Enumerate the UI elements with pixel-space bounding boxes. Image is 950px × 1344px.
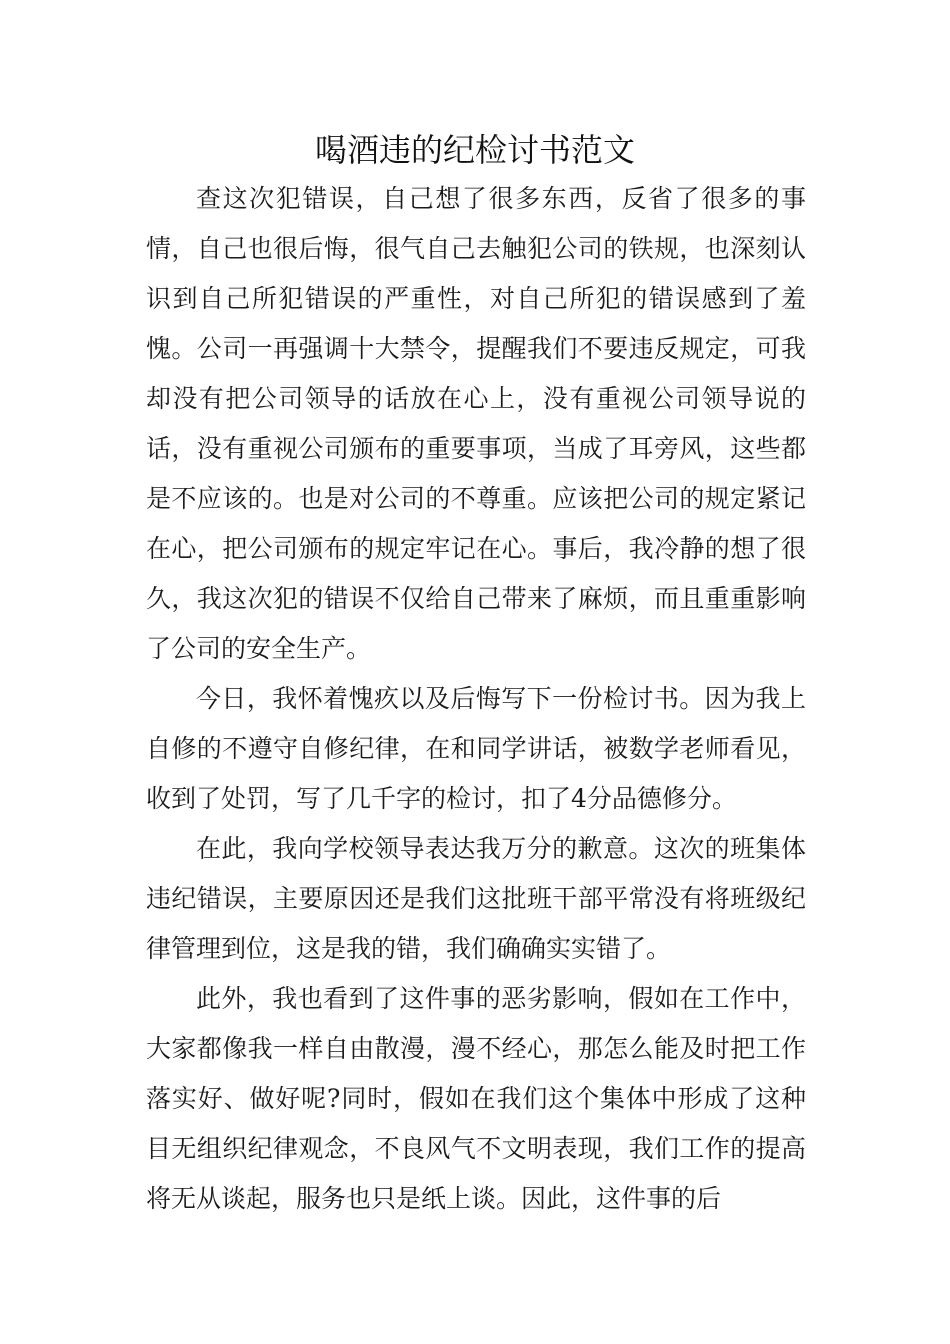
- paragraph-4: 此外，我也看到了这件事的恶劣影响，假如在工作中，大家都像我一样自由散漫，漫不经心，那怎么能及时把工作落实好、做好呢?同时，假如在我们这个集体中形成了这种目无组织纪律观念，不良风气不文明表现，我们工作的提高将无从谈起，服务也只是纸上谈。因此，这件事的后: [146, 984, 806, 1213]
- paragraph-3: 在此，我向学校领导表达我万分的歉意。这次的班集体违纪错误，主要原因还是我们这批班干部平常没有将班级纪律管理到位，这是我的错，我们确确实实错了。: [146, 834, 806, 963]
- document-title: 喝酒违的纪检讨书范文: [314, 131, 635, 169]
- document-body: [146, 174, 806, 1224]
- paragraph-2: 今日，我怀着愧疚以及后悔写下一份检讨书。因为我上自修的不遵守自修纪律，在和同学讲话，被数学老师看见，收到了处罚，写了几千字的检讨，扣了4分品德修分。: [146, 684, 806, 813]
- paragraph-1: 查这次犯错误，自己想了很多东西，反省了很多的事情，自己也很后悔，很气自己去触犯公司的铁规，也深刻认识到自己所犯错误的严重性，对自己所犯的错误感到了羞愧。公司一再强调十大禁令，提醒我们不要违反规定，可我却没有把公司领导的话放在心上，没有重视公司领导说的话，没有重视公司颁布的重要事项，当成了耳旁风，这些都是不应该的。也是对公司的不尊重。应该把公司的规定紧记在心，把公司颁布的规定牢记在心。事后，我冷静的想了很久，我这次犯的错误不仅给自己带来了麻烦，而且重重影响了公司的安全生产。: [146, 184, 806, 663]
